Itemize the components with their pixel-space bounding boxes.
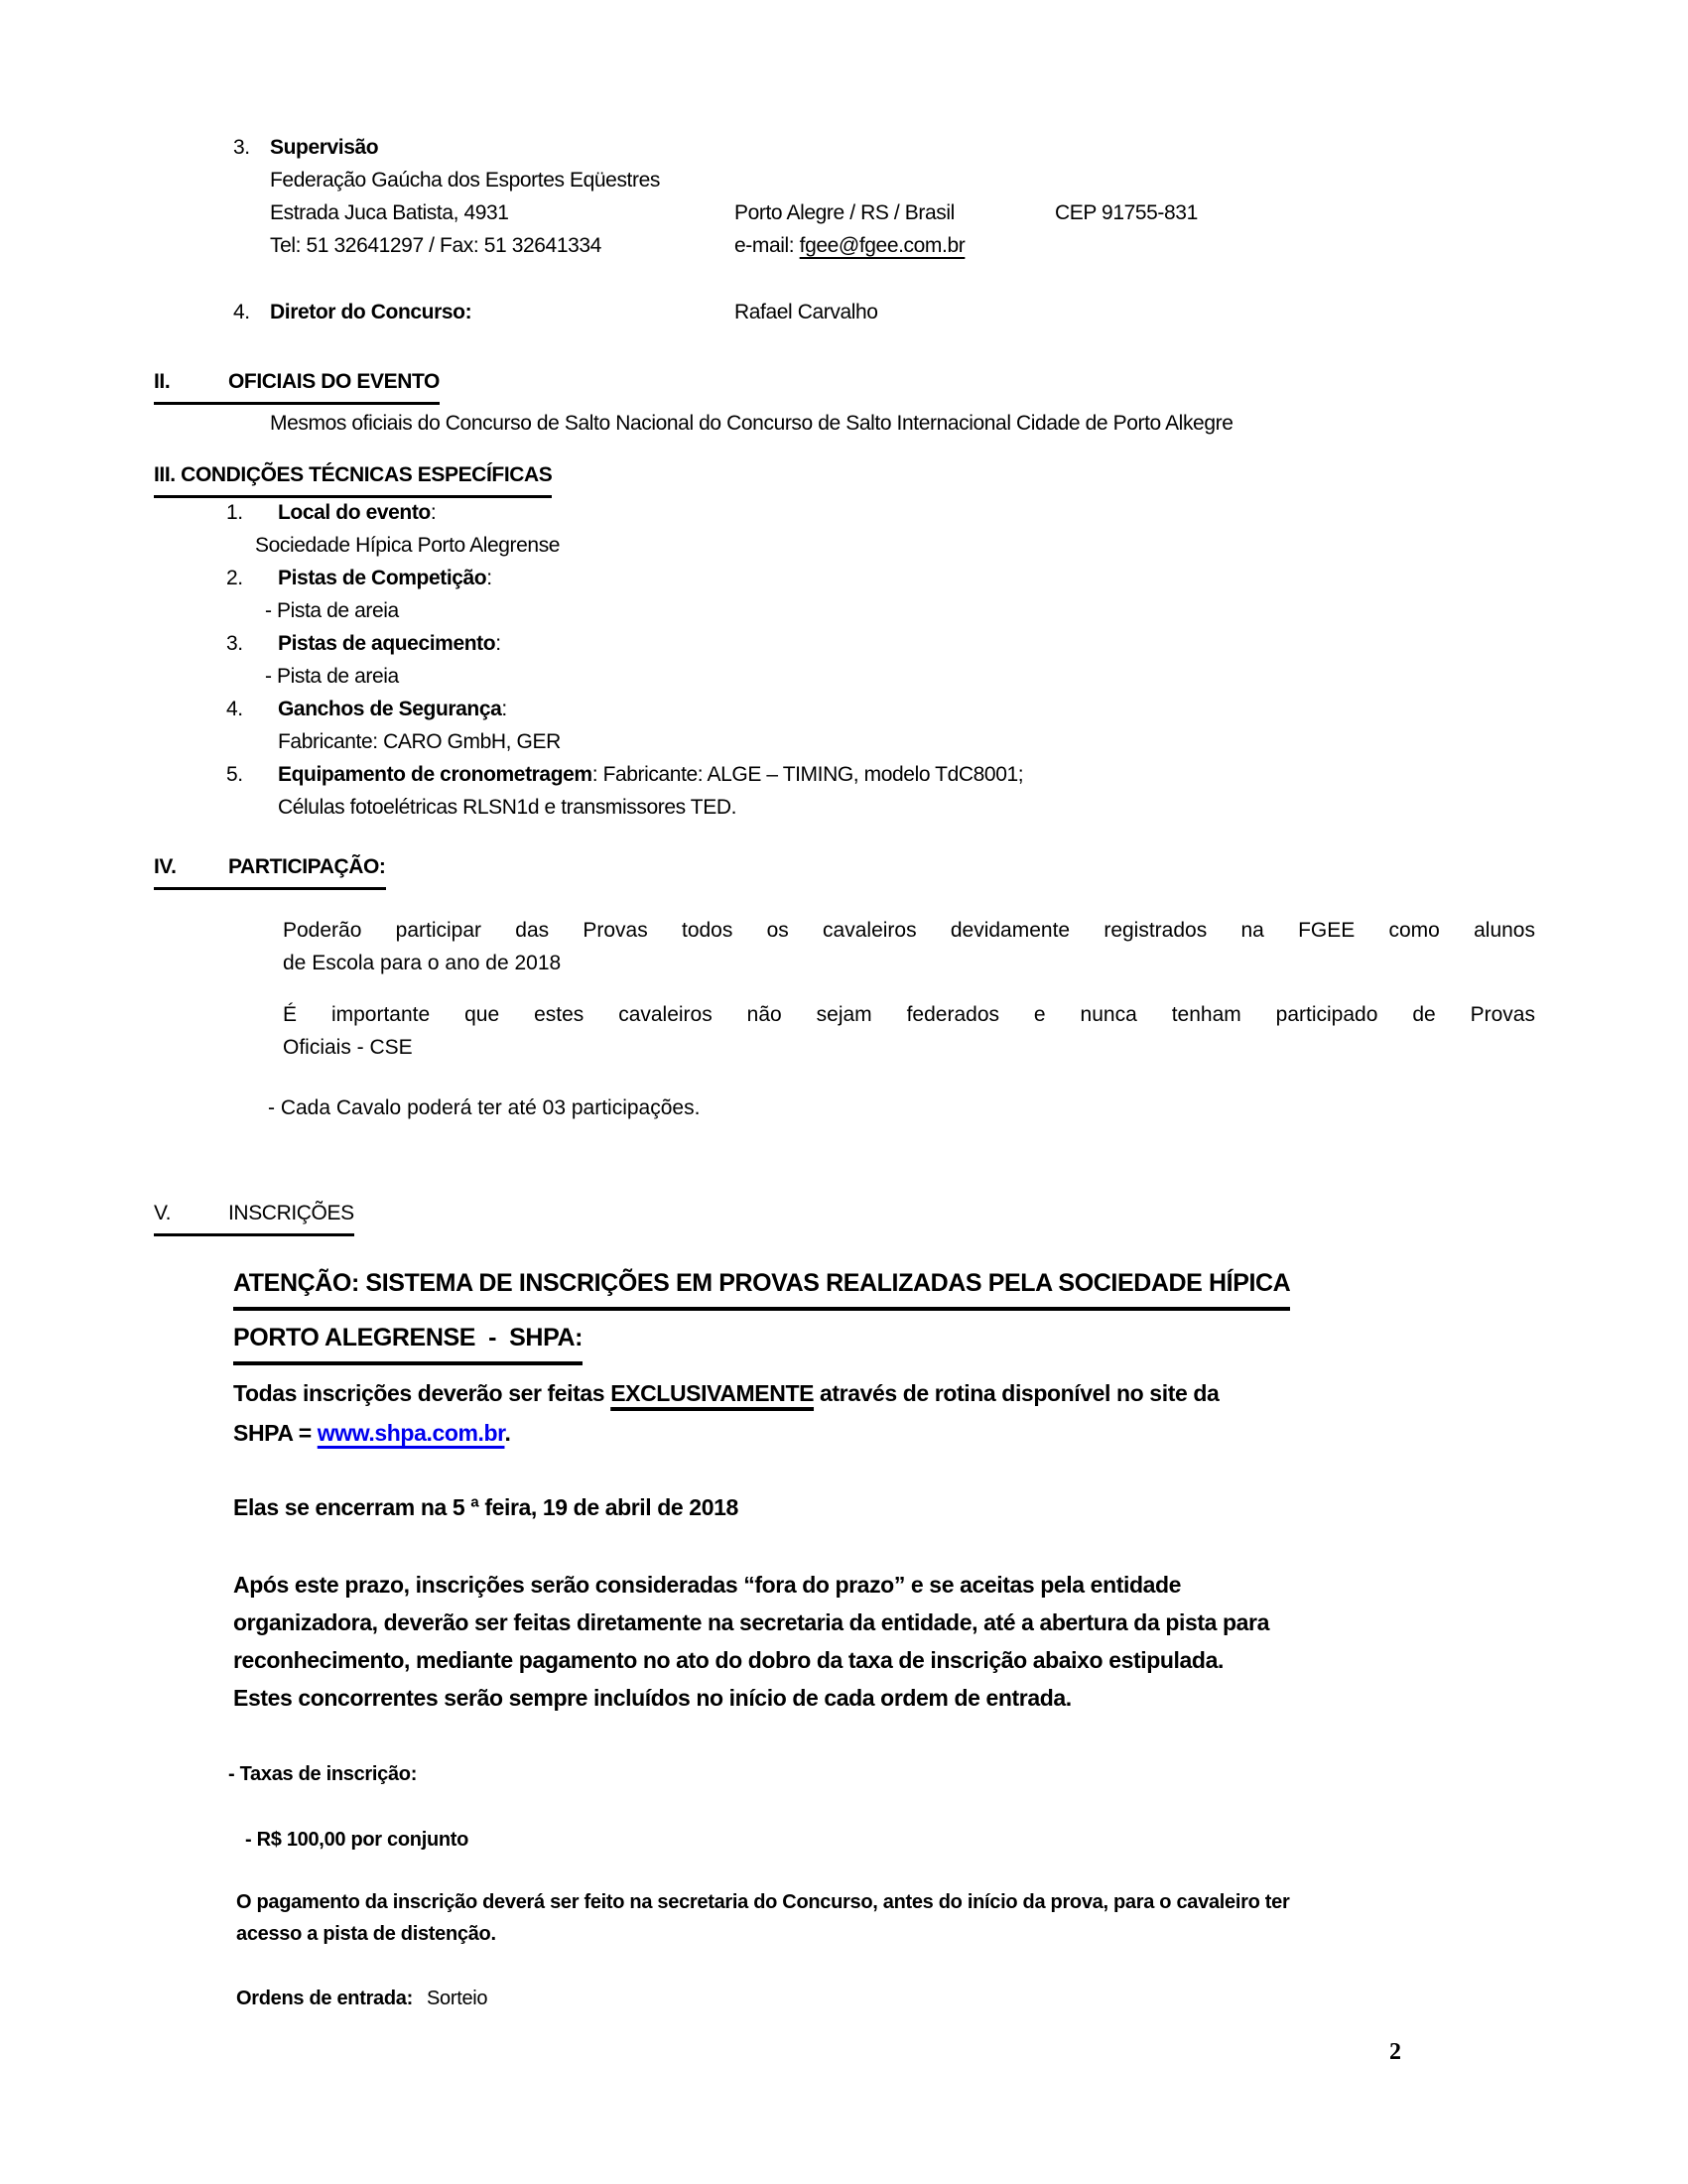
email-link[interactable]: fgee@fgee.com.br xyxy=(799,234,966,257)
list-item xyxy=(226,627,1023,660)
item-rest: : xyxy=(501,698,507,720)
attention-line-1: ATENÇÃO: SISTEMA DE INSCRIÇÕES EM PROVAS REALIZADAS PELA SOCIEDADE HÍPICA xyxy=(233,1262,1290,1311)
entry-order-label: Ordens de entrada: xyxy=(236,1988,413,2009)
item-detail: Células fotoelétricas RLSN1d e transmissores TED. xyxy=(278,796,737,819)
paragraph-line: reconhecimento, mediante pagamento no ato do dobro da taxa de inscrição abaixo estipulada. xyxy=(233,1647,1224,1673)
website-link[interactable]: www.shpa.com.br xyxy=(317,1420,505,1446)
director-item xyxy=(233,296,878,328)
section2-title: OFICIAIS DO EVENTO xyxy=(228,370,440,393)
section2-numeral: II. xyxy=(154,370,171,393)
item-rest: : xyxy=(495,632,501,655)
federation-address: Estrada Juca Batista, 4931 xyxy=(270,201,509,224)
page-number: 2 xyxy=(1389,2039,1401,2065)
attention-heading xyxy=(233,1262,1290,1365)
payment-paragraph xyxy=(236,1886,1289,1950)
exclusively-emphasis: EXCLUSIVAMENTE xyxy=(610,1380,815,1406)
item-label: Equipamento de cronometragem xyxy=(278,763,592,786)
section5-heading xyxy=(154,1197,354,1236)
participation-note: - Cada Cavalo poderá ter até 03 participações. xyxy=(268,1096,701,1119)
entry-order xyxy=(236,1983,487,2014)
list-number: 2. xyxy=(226,567,243,589)
late-registration-paragraph xyxy=(233,1566,1269,1717)
list-number: 4. xyxy=(233,301,250,323)
text-segment: através de rotina disponível no site da xyxy=(814,1380,1220,1406)
item-label: Ganchos de Segurança xyxy=(278,698,502,720)
item-label: Pistas de aquecimento xyxy=(278,632,496,655)
list-number: 1. xyxy=(226,501,243,524)
participation-paragraph-2 xyxy=(283,998,1535,1064)
paragraph-line: Poderão participar das Provas todos os cavaleiros devidamente registrados na FGEE como alunos xyxy=(283,919,1535,942)
section3-title: III. CONDIÇÕES TÉCNICAS ESPECÍFICAS xyxy=(154,458,552,498)
item-detail: Sociedade Hípica Porto Alegrense xyxy=(255,534,561,557)
paragraph-line: de Escola para o ano de 2018 xyxy=(283,952,562,974)
section5-numeral: V. xyxy=(154,1202,172,1224)
federation-name: Federação Gaúcha dos Esportes Eqüestres xyxy=(270,169,660,192)
section3-list xyxy=(226,496,1023,824)
text-segment: Todas inscrições deverão ser feitas xyxy=(233,1380,611,1406)
section2-heading xyxy=(154,365,440,405)
item-rest: : Fabricante: ALGE – TIMING, modelo TdC8001; xyxy=(591,763,1024,786)
email-label: e-mail: xyxy=(734,234,800,257)
item-rest: : xyxy=(486,567,492,589)
list-item xyxy=(226,496,1023,529)
item-detail: - Pista de areia xyxy=(265,599,399,622)
item-detail: Fabricante: CARO GmbH, GER xyxy=(278,730,561,753)
section4-numeral: IV. xyxy=(154,855,177,878)
federation-phone: Tel: 51 32641297 / Fax: 51 32641334 xyxy=(270,234,601,257)
list-number: 3. xyxy=(226,632,243,655)
paragraph-line: É importante que estes cavaleiros não sejam federados e nunca tenham participado de Provas xyxy=(283,1003,1535,1026)
text-segment: . xyxy=(504,1420,511,1446)
list-number: 5. xyxy=(226,763,243,786)
section4-heading xyxy=(154,850,386,890)
text-segment: SHPA = xyxy=(233,1420,318,1446)
registration-instructions xyxy=(233,1373,1219,1453)
item-label: Local do evento xyxy=(278,501,431,524)
section2-body: Mesmos oficiais do Concurso de Salto Nacional do Concurso de Salto Internacional Cidade de Porto Alkegre xyxy=(270,412,1234,435)
item-detail: - Pista de areia xyxy=(265,665,399,688)
director-name: Rafael Carvalho xyxy=(734,301,878,323)
list-number: 4. xyxy=(226,698,243,720)
list-item xyxy=(226,562,1023,594)
supervision-title: Supervisão xyxy=(270,136,379,159)
deadline-text: Elas se encerram na 5 ª feira, 19 de abril de 2018 xyxy=(233,1494,738,1520)
paragraph-line: Após este prazo, inscrições serão consideradas “fora do prazo” e se aceitas pela entidade xyxy=(233,1572,1182,1598)
paragraph-line: acesso a pista de distenção. xyxy=(236,1923,496,1945)
paragraph-line: Oficiais - CSE xyxy=(283,1036,413,1059)
list-item xyxy=(226,693,1023,725)
item-rest: : xyxy=(430,501,437,524)
list-item xyxy=(226,758,1023,791)
director-label: Diretor do Concurso: xyxy=(270,301,472,323)
fee-value: - R$ 100,00 por conjunto xyxy=(245,1829,469,1851)
list-number: 3. xyxy=(233,136,250,159)
federation-cep: CEP 91755-831 xyxy=(1055,201,1198,224)
federation-city: Porto Alegre / RS / Brasil xyxy=(734,201,955,224)
attention-line-2: PORTO ALEGRENSE - SHPA: xyxy=(233,1317,583,1365)
paragraph-line: Estes concorrentes serão sempre incluídos no início de cada ordem de entrada. xyxy=(233,1685,1072,1711)
paragraph-line: O pagamento da inscrição deverá ser feito na secretaria do Concurso, antes do início da prova, para o cavaleiro ter xyxy=(236,1891,1290,1913)
section4-title: PARTICIPAÇÃO: xyxy=(228,855,386,878)
supervision-item xyxy=(233,131,1198,262)
item-label: Pistas de Competição xyxy=(278,567,487,589)
participation-paragraph-1 xyxy=(283,914,1535,979)
paragraph-line: organizadora, deverão ser feitas diretamente na secretaria da entidade, até a abertura da pista para xyxy=(233,1609,1269,1635)
section5-title: INSCRIÇÕES xyxy=(228,1202,354,1224)
section3-heading xyxy=(154,458,552,498)
entry-order-value: Sorteio xyxy=(426,1988,488,2009)
fees-label: - Taxas de inscrição: xyxy=(228,1763,418,1785)
